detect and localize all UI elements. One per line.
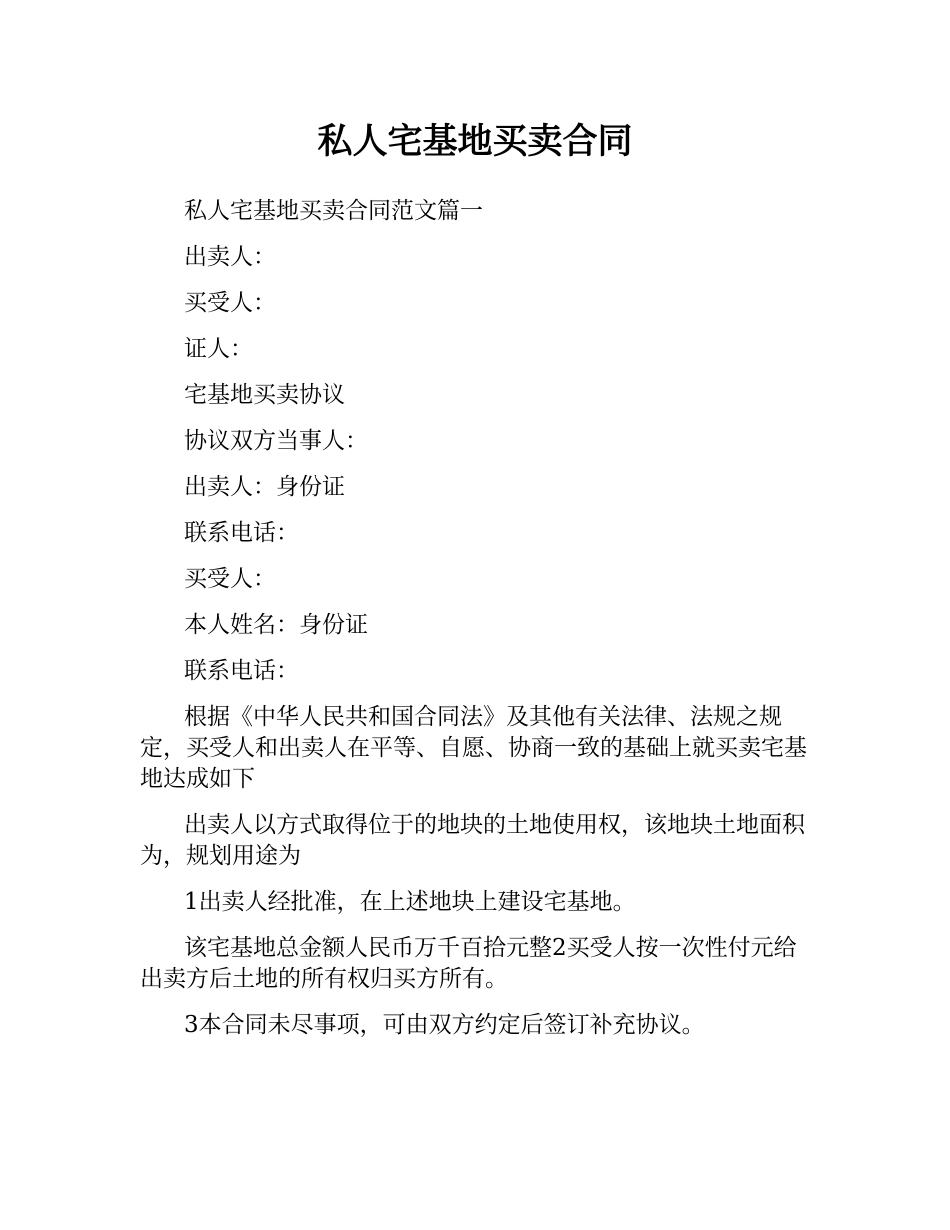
seller-id-line: 出卖人：身份证 [184, 474, 345, 500]
document-title: 私人宅基地买卖合同 [317, 122, 633, 162]
buyer-name-id-line: 本人姓名：身份证 [184, 612, 368, 638]
clause-3-paragraph: 3本合同未尽事项，可由双方约定后签订补充协议。 [184, 1012, 705, 1038]
buyer-phone-line: 联系电话： [184, 658, 299, 684]
payment-paragraph: 该宅基地总金额人民币万千百拾元整2买受人按一次性付元给出卖方后土地的所有权归买方所有。 [140, 935, 797, 992]
seller-phone-line: 联系电话： [184, 520, 299, 546]
clause-1-paragraph: 1出卖人经批准，在上述地块上建设宅基地。 [184, 889, 636, 915]
subtitle-paragraph: 私人宅基地买卖合同范文篇一 [184, 198, 483, 224]
land-use-paragraph: 出卖人以方式取得位于的地块的土地使用权，该地块土地面积为，规划用途为 [140, 812, 805, 869]
parties-heading: 协议双方当事人： [184, 428, 368, 454]
document-body [140, 196, 812, 1056]
agreement-heading: 宅基地买卖协议 [184, 382, 345, 408]
buyer-line: 买受人： [184, 290, 276, 316]
buyer-line-2: 买受人： [184, 566, 276, 592]
legal-basis-paragraph: 根据《中华人民共和国合同法》及其他有关法律、法规之规定，买受人和出卖人在平等、自愿、协商一致的基础上就买卖宅基地达成如下 [140, 704, 807, 792]
witness-line: 证人： [184, 336, 253, 362]
seller-line: 出卖人： [184, 244, 276, 270]
